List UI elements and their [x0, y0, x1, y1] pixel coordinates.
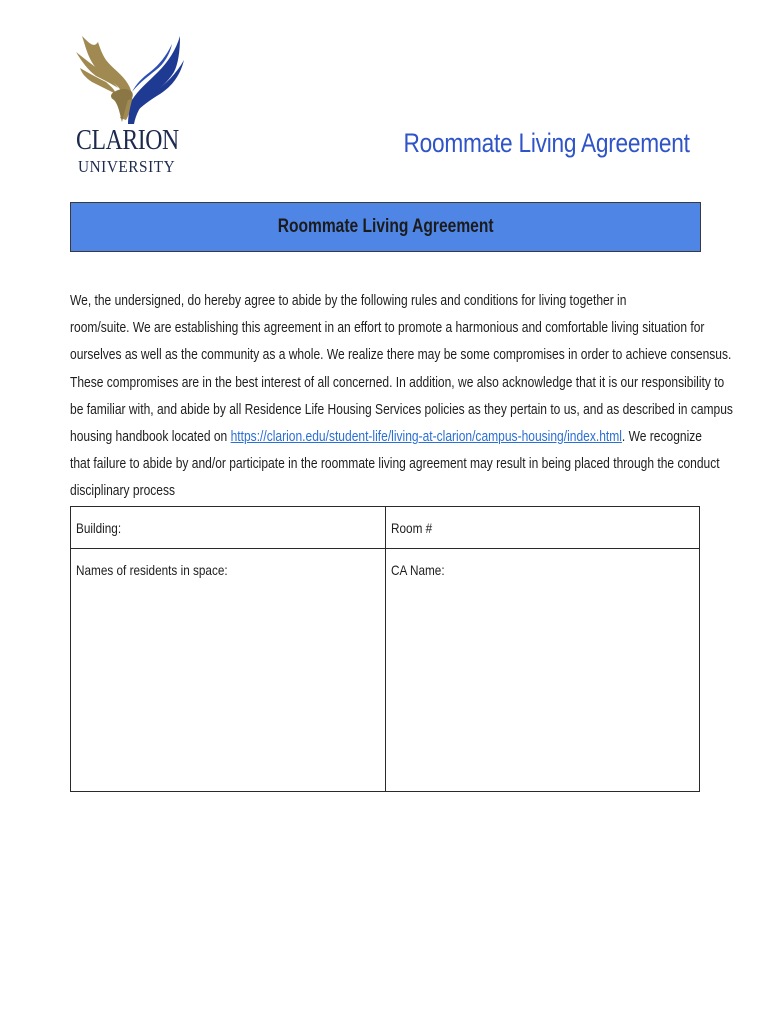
housing-handbook-link[interactable]: https://clarion.edu/student-life/living-at-clarion/campus-housing/index.html — [230, 429, 622, 446]
residents-names-label: Names of residents in space: — [76, 562, 228, 578]
intro-line: ourselves as well as the community as a whole. We realize there may be some compromises in order to achieve consensus. — [70, 347, 732, 364]
intro-text: . We recognize — [621, 429, 702, 446]
ca-name-field[interactable] — [441, 555, 695, 585]
residence-info-table — [70, 506, 700, 792]
intro-line: disciplinary process — [70, 483, 176, 500]
logo-wordmark-clarion: CLARION — [76, 124, 179, 156]
eagle-emblem-icon — [76, 34, 186, 126]
residents-names-field[interactable] — [76, 585, 381, 785]
room-number-label: Room # — [391, 520, 433, 536]
building-field[interactable] — [141, 513, 381, 543]
banner-title: Roommate Living Agreement — [277, 216, 494, 237]
intro-line-with-link — [70, 424, 701, 451]
logo-wordmark-university: UNIVERSITY — [78, 157, 176, 176]
intro-text: housing handbook located on — [70, 429, 231, 446]
room-number-field[interactable] — [441, 513, 695, 543]
agreement-intro-paragraph — [70, 288, 733, 506]
intro-line: be familiar with, and abide by all Residence Life Housing Services policies as they pertain to us, and as described in campus — [70, 401, 733, 418]
intro-line: room/suite. We are establishing this agreement in an effort to promote a harmonious and comfortable living situation for — [70, 320, 705, 337]
intro-line: These compromises are in the best interest of all concerned. In addition, we also acknowledge that it is our responsibility to — [70, 374, 725, 391]
section-banner — [70, 202, 701, 252]
intro-line: that failure to abide by and/or participate in the roommate living agreement may result in being placed through the conduct — [70, 456, 720, 473]
intro-line: We, the undersigned, do hereby agree to abide by the following rules and conditions for living together in — [70, 293, 627, 309]
ca-name-label: CA Name: — [391, 562, 445, 578]
table-column-divider — [385, 507, 386, 791]
clarion-university-logo — [76, 34, 186, 179]
page-title: Roommate Living Agreement — [403, 128, 690, 158]
building-label: Building: — [76, 520, 122, 536]
